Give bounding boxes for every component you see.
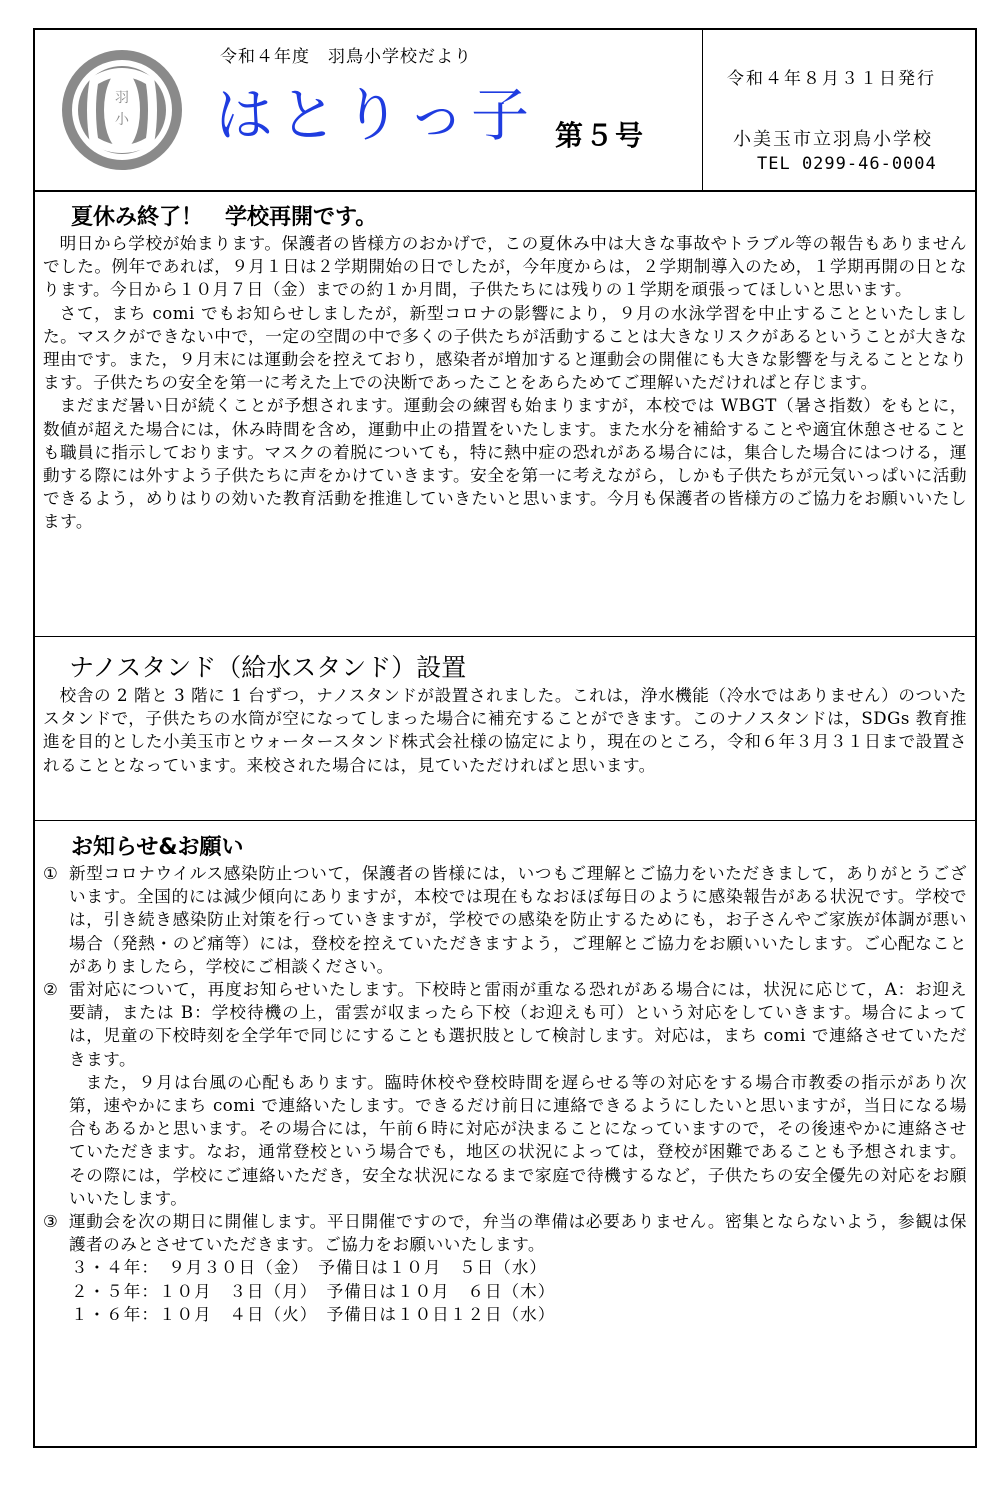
notice-item <box>43 862 967 978</box>
section-title: ナノスタンド（給水スタンド）設置 <box>69 653 467 682</box>
newsletter-frame <box>33 28 977 1448</box>
notice-subparagraph: また，９月は台風の心配もあります。臨時休校や登校時間を遅らせる等の対応をする場合市教委の指示があり次第，速やかにまち comi で連絡いたします。できるだけ前日に連絡できるようにしたいと思いますが，当日になる場合もあるかと思います。その場合には，午前６時に対応が決まることになっていますので，その後速やかに連絡させていただきます。なお，通常登校という場合でも，地区の状況によっては，登校が困難であることも予想されます。その際には，学校にご連絡いただき，安全な状況になるまで家庭で待機するなど，子供たちの安全優先の対応をお願いいたします。 <box>69 1072 967 1208</box>
item-text: 運動会を次の期日に開催します。平日開催ですので，弁当の準備は必要ありません。密集とならないよう，参観は保護者のみとさせていただきます。ご協力をお願いいたします。 <box>69 1212 967 1255</box>
section-title: お知らせ&お願い <box>71 835 244 860</box>
paragraph: 明日から学校が始まります。保護者の皆様方のおかげで，この夏休み中は大きな事故やトラブル等の報告もありませんでした。例年であれば，９月１日は２学期開始の日でしたが，今年度からは，２学期制導入のため，１学期再開の日となります。今日から１０月７日（金）までの約１か月間，子供たちには残りの１学期を頑張ってほしいと思います。 <box>43 234 967 300</box>
emblem-text-2: 小 <box>115 112 129 128</box>
paragraph: さて，まち comi でもお知らせしましたが，新型コロナの影響により，９月の水泳学習を中止することといたしました。マスクができない中で，一定の空間の中で多くの子供たちが活動することは大きなリスクがあるということが大きな理由です。また，９月末には運動会を控えており，感染者が増加すると運動会の開催にも大きな影響を与えることとなります。子供たちの安全を第一に考えた上での決断であったことをあらためてご理解いただければと存じます。 <box>43 303 967 393</box>
notice-item <box>43 1210 967 1256</box>
schedule-row: ３・４年： ９月３０日（金） 予備日は１０月 ５日（水） <box>71 1258 548 1278</box>
section-notices <box>35 822 975 1447</box>
item-marker: ② <box>43 980 59 1000</box>
paragraph: まだまだ暑い日が続くことが予想されます。運動会の練習も始まりますが，本校では WBGT（暑さ指数）をもとに，数値が超えた場合には，休み時間を含め，運動中止の措置をいたします。また水分を補給することや適宜休憩させることも職員に指示しております。マスクの着脱についても，特に熱中症の恐れがある場合には，集合した場合にはつける，運動する際には外すよう子供たちに声をかけていきます。安全を第一に考えながら，しかも子供たちが元気いっぱいに活動できるよう，めりはりの効いた教育活動を推進していきたいと思います。今月も保護者の皆様方のご協力をお願いいたします。 <box>43 396 967 532</box>
header <box>35 30 975 192</box>
newsletter-title: はとりっ子 <box>215 81 536 149</box>
publication-date: 令和４年８月３１日発行 <box>727 69 936 89</box>
school-phone: TEL 0299-46-0004 <box>757 154 937 174</box>
schedule-row: １・６年：１０月 ４日（火） 予備日は１０日１２日（水） <box>71 1304 556 1324</box>
section-water-stand <box>35 638 975 821</box>
item-marker: ③ <box>43 1212 59 1232</box>
notice-item <box>43 978 967 1071</box>
section-school-reopening <box>35 192 975 637</box>
item-marker: ① <box>43 864 59 883</box>
item-text: 新型コロナウイルス感染防止ついて，保護者の皆様には，いつもご理解とご協力をいただきまして，ありがとうございます。全国的には減少傾向にありますが，本校では現在もなおほぼ毎日のように感染報告がある状況です。学校では，引き続き感染防止対策を行っていきますが，学校での感染を防止するためにも，お子さんやご家族が体調が悪い場合（発熱・のど痛等）には，登校を控えていただきますよう，ご理解とご協力をお願いいたします。ご心配なことがありましたら，学校にご相談ください。 <box>69 864 967 976</box>
paragraph: 校舎の 2 階と 3 階に 1 台ずつ，ナノスタンドが設置されました。これは，浄水機能（冷水ではありません）のついたスタンドで，子供たちの水筒が空になってしまった場合に補充することができます。このナノスタンドは，SDGs 教育推進を目的とした小美玉市とウォータースタンド株式会社様の協定により，現在のところ，令和６年３月３１日まで設置されることとなっています。来校された場合には，見ていただければと思います。 <box>43 686 967 775</box>
header-divider <box>702 30 703 190</box>
newsletter-subtitle: 令和４年度 羽鳥小学校だより <box>220 47 472 67</box>
school-name: 小美玉市立羽鳥小学校 <box>733 129 933 150</box>
school-emblem-icon <box>60 48 184 172</box>
emblem-text: 羽 <box>115 90 129 106</box>
issue-number: 第５号 <box>555 119 646 152</box>
section-title: 夏休み終了！ 学校再開です。 <box>71 205 378 230</box>
schedule-row: ２・５年：１０月 ３日（月） 予備日は１０月 ６日（木） <box>71 1281 556 1301</box>
item-text: 雷対応について，再度お知らせいたします。下校時と雷雨が重なる恐れがある場合には，状況に応じて，A：お迎え要請，または B：学校待機の上，雷雲が収まったら下校（お迎えも可）という対応をしていきます。場合によっては，児童の下校時刻を全学年で同じにすることも選択肢として検討します。対応は，まち comi で連絡させていただきます。 <box>69 980 967 1069</box>
